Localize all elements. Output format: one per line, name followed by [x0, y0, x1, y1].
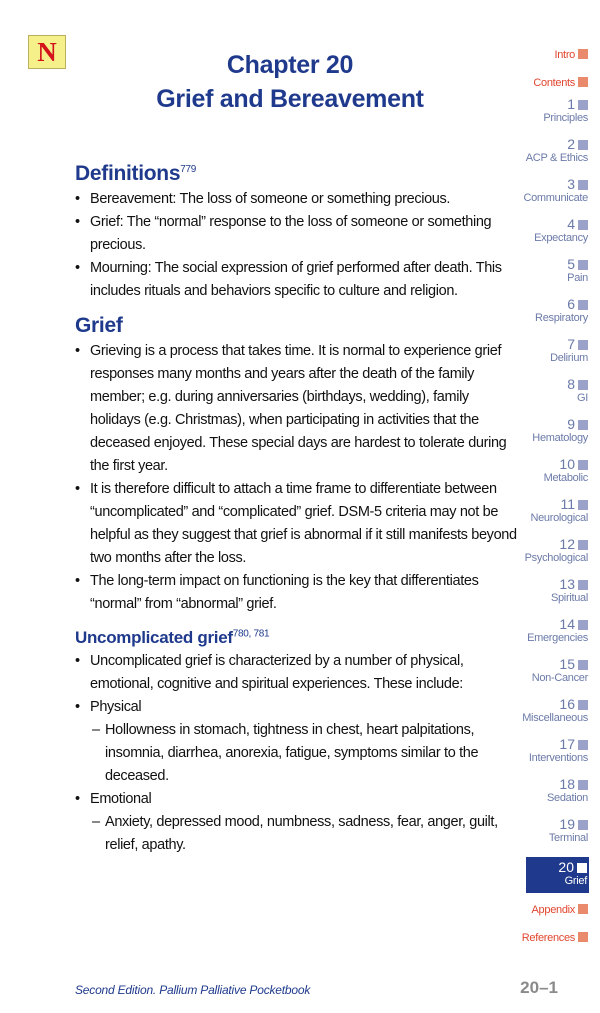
nav-chapter-label: Delirium: [550, 352, 588, 364]
nav-chapter-label: Principles: [543, 112, 588, 124]
nav-chapter-number: [488, 377, 588, 392]
square-icon: [578, 460, 588, 470]
nav-chapter-number: [488, 737, 588, 752]
nav-chapter-label: Pain: [567, 272, 588, 284]
nav-chapter-9[interactable]: [488, 417, 588, 445]
nav-chapter-number-text: 14: [559, 616, 575, 632]
grief-heading: Grief: [75, 314, 123, 337]
nav-chapter-16[interactable]: [488, 697, 588, 725]
nav-chapter-7[interactable]: [488, 337, 588, 365]
nav-chapter-label: Hematology: [532, 432, 588, 444]
nav-chapter-number: [488, 777, 588, 792]
nav-chapter-19[interactable]: [488, 817, 588, 845]
nav-chapter-label: Neurological: [530, 512, 588, 524]
nav-chapter-8[interactable]: [488, 377, 588, 405]
uncomplicated-grief-list: [75, 650, 521, 857]
nav-chapter-number-text: 19: [559, 816, 575, 832]
nav-chapter-18[interactable]: [488, 777, 588, 805]
square-icon: [578, 740, 588, 750]
page-number: 20–1: [520, 978, 558, 997]
nav-appendix-label: Appendix: [531, 904, 575, 916]
grief-list: [75, 340, 521, 616]
nav-chapter-11[interactable]: [488, 497, 588, 525]
nav-chapter-2[interactable]: [488, 137, 588, 165]
physical-label: Physical: [90, 699, 142, 715]
nav-chapter-number: [488, 617, 588, 632]
nav-chapter-number: [488, 697, 588, 712]
nav-chapter-13[interactable]: [488, 577, 588, 605]
nav-chapter-number-text: 6: [567, 296, 575, 312]
list-item: – Anxiety, depressed mood, numbness, sadness, fear, anger, guilt, relief, apathy.: [90, 811, 521, 857]
square-icon: [578, 620, 588, 630]
nav-intro-label: Intro: [554, 49, 575, 61]
square-icon: [578, 77, 588, 87]
square-icon: [578, 500, 588, 510]
nav-appendix[interactable]: [488, 900, 588, 918]
nav-chapter-number: [488, 817, 588, 832]
chapter-number-title: Chapter 20: [226, 51, 354, 79]
square-icon: [578, 49, 588, 59]
definitions-heading: Definitions$^{779}$: [75, 162, 196, 185]
pallium-logo: [28, 35, 66, 69]
nav-contents-label: Contents: [533, 77, 575, 89]
nav-chapter-14[interactable]: [488, 617, 588, 645]
nav-chapter-number: [488, 577, 588, 592]
list-item: • The long-term impact on functioning is the key that differentiates “normal” from “abnormal” grief.: [75, 570, 521, 616]
square-icon: [577, 863, 587, 873]
nav-chapter-number: [488, 137, 588, 152]
nav-chapter-number-text: 15: [559, 656, 575, 672]
nav-chapter-label: Grief: [564, 875, 587, 887]
emotional-sublist: [90, 811, 521, 857]
list-item: • It is therefore difficult to attach a time frame to differentiate between “uncomplicated” and “complicated” grief. DSM-5 criteria may not be helpful as they suggest that grief is abnormal if it still manifests beyond two months after the loss.: [75, 478, 521, 570]
square-icon: [578, 700, 588, 710]
nav-chapter-number-text: 2: [567, 136, 575, 152]
nav-chapter-6[interactable]: [488, 297, 588, 325]
nav-chapter-label: Communicate: [523, 192, 588, 204]
nav-chapter-number-text: 9: [567, 416, 575, 432]
list-item: • Grief: The “normal” response to the loss of someone or something precious.: [75, 211, 521, 257]
nav-chapter-label: Metabolic: [543, 472, 588, 484]
square-icon: [578, 580, 588, 590]
nav-chapter-label: Respiratory: [535, 312, 588, 324]
nav-chapter-number: [488, 177, 588, 192]
nav-chapter-number-text: 17: [559, 736, 575, 752]
square-icon: [578, 380, 588, 390]
square-icon: [578, 340, 588, 350]
main-content: [75, 160, 521, 857]
square-icon: [578, 780, 588, 790]
definitions-ref[interactable]: 779: [180, 164, 196, 175]
nav-chapter-4[interactable]: [488, 217, 588, 245]
nav-intro[interactable]: [488, 45, 588, 63]
nav-chapter-label: Emergencies: [527, 632, 588, 644]
list-item: • Grieving is a process that takes time. It is normal to experience grief responses many months and years after the death of the family member; e.g. during anniversaries (birthdays, wedding), family holidays (e.g. Christmas), when participating in activities that the deceased enjoyed. These special days are hardest to tolerate during the first year.: [75, 340, 521, 478]
nav-chapter-number: [488, 257, 588, 272]
square-icon: [578, 180, 588, 190]
book-title-footer: Second Edition. Pallium Palliative Pocketbook: [75, 983, 311, 997]
nav-chapter-number-text: 10: [559, 456, 575, 472]
nav-chapter-label: ACP & Ethics: [525, 152, 588, 164]
square-icon: [578, 100, 588, 110]
nav-chapter-number-text: 11: [560, 496, 575, 512]
nav-chapter-number-text: 12: [559, 536, 575, 552]
nav-chapter-5[interactable]: [488, 257, 588, 285]
nav-chapter-10[interactable]: [488, 457, 588, 485]
nav-chapter-15[interactable]: [488, 657, 588, 685]
nav-contents[interactable]: [488, 73, 588, 91]
nav-references-label: References: [521, 932, 575, 944]
nav-chapter-number-text: 8: [567, 376, 575, 392]
nav-chapter-number: [488, 537, 588, 552]
nav-chapter-label: Expectancy: [534, 232, 588, 244]
nav-chapter-number-text: 3: [567, 176, 575, 192]
list-item: • Uncomplicated grief is characterized by a number of physical, emotional, cognitive and spiritual experiences. These include:: [75, 650, 521, 696]
nav-chapter-number: [488, 97, 588, 112]
nav-chapter-3[interactable]: [488, 177, 588, 205]
square-icon: [578, 540, 588, 550]
nav-chapter-number-text: 5: [567, 256, 575, 272]
nav-chapter-number: [488, 497, 588, 512]
nav-chapter-label: Interventions: [528, 752, 588, 764]
nav-chapter-number: [488, 337, 588, 352]
nav-chapter-label: Terminal: [548, 832, 588, 844]
nav-chapter-number-text: 1: [567, 96, 575, 112]
nav-chapter-number-text: 20: [558, 859, 574, 875]
nav-chapter-number: [488, 457, 588, 472]
nav-chapter-number-text: 18: [559, 776, 575, 792]
square-icon: [578, 140, 588, 150]
nav-chapter-number: [488, 217, 588, 232]
nav-chapter-number: [488, 417, 588, 432]
logo-letter: N: [37, 36, 57, 67]
chapter-name-title: Grief and Bereavement: [156, 85, 424, 113]
list-item: – Hollowness in stomach, tightness in chest, heart palpitations, insomnia, diarrhea, anorexia, fatigue, symptoms similar to the deceased.: [90, 719, 521, 788]
nav-chapter-number: [526, 857, 587, 875]
nav-chapter-label: Psychological: [524, 552, 588, 564]
nav-chapter-number-text: 13: [559, 576, 575, 592]
nav-chapter-number: [488, 657, 588, 672]
nav-chapter-17[interactable]: [488, 737, 588, 765]
nav-chapter-12[interactable]: [488, 537, 588, 565]
nav-chapter-label: Non-Cancer: [531, 672, 588, 684]
square-icon: [578, 300, 588, 310]
list-item: [75, 696, 521, 788]
square-icon: [578, 932, 588, 942]
square-icon: [578, 904, 588, 914]
nav-chapter-20[interactable]: [526, 857, 589, 893]
list-item: • Mourning: The social expression of grief performed after death. This includes rituals and behaviors specific to culture and religion.: [75, 257, 521, 303]
uncomplicated-grief-ref[interactable]: 780, 781: [232, 628, 270, 640]
nav-chapter-label: Sedation: [546, 792, 588, 804]
nav-chapter-number: [488, 297, 588, 312]
nav-chapter-label: Miscellaneous: [522, 712, 588, 724]
nav-chapter-number-text: 16: [559, 696, 575, 712]
nav-references[interactable]: [488, 928, 588, 946]
physical-sublist: [90, 719, 521, 788]
list-item: [75, 788, 521, 857]
square-icon: [578, 820, 588, 830]
nav-chapter-number-text: 4: [567, 216, 575, 232]
nav-chapter-label: Spiritual: [550, 592, 588, 604]
square-icon: [578, 260, 588, 270]
square-icon: [578, 420, 588, 430]
emotional-label: Emotional: [90, 791, 152, 807]
square-icon: [578, 220, 588, 230]
nav-chapter-1[interactable]: [488, 97, 588, 125]
uncomplicated-grief-heading: Uncomplicated grief$^{780, 781}$: [75, 628, 270, 647]
definitions-list: [75, 188, 521, 303]
list-item: • Bereavement: The loss of someone or something precious.: [75, 188, 521, 211]
square-icon: [578, 660, 588, 670]
nav-chapter-number-text: 7: [567, 336, 575, 352]
nav-chapter-label: GI: [576, 392, 588, 404]
